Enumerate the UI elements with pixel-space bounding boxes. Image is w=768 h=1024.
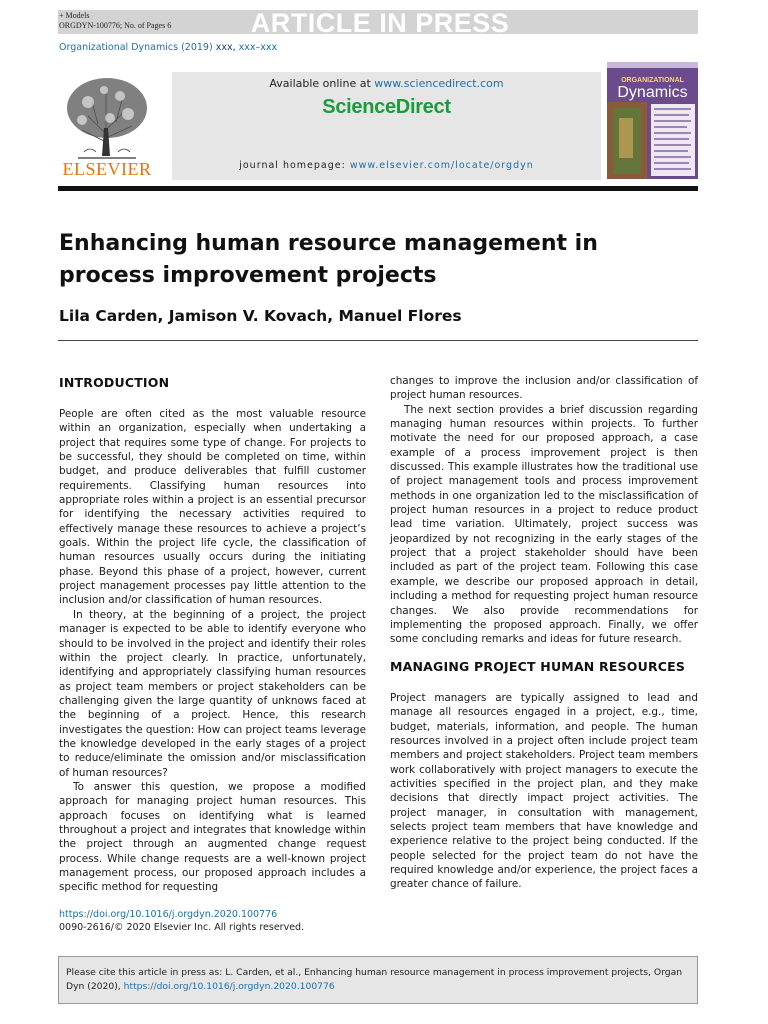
copyright-notice: 0090-2616/© 2020 Elsevier Inc. All rights reserved. bbox=[59, 922, 305, 933]
citation-text bbox=[66, 966, 694, 994]
journal-cover-image[interactable] bbox=[607, 62, 698, 179]
available-online bbox=[172, 77, 601, 90]
right-paragraph-1: changes to improve the inclusion and/or classification of project human resources. bbox=[390, 375, 698, 402]
intro-paragraph-1: People are often cited as the most valuable resource within an organization, especially when undertaking a project that requires some type of change. For projects to be successful, they should be completed on time, within budget, and produce deliverables that fulfill customer requirements. Classifying human resources into appropriate roles within a project is an essential precursor for identifying the necessary activities required to effectively manage these resources to achieve a project’s goals. Within the project life cycle, the classification of human resources usually occurs during the initiating phase. Beyond this phase of a project, however, current project management processes pay little attention to the inclusion and/or classification of human resources. bbox=[59, 408, 366, 607]
author-list[interactable]: Lila Carden, Jamison V. Kovach, Manuel Flores bbox=[59, 307, 462, 325]
title-line-1: Enhancing human resource management in bbox=[59, 231, 598, 256]
article-in-press-banner: ARTICLE IN PRESS bbox=[250, 8, 510, 38]
journal-homepage bbox=[172, 160, 601, 171]
manuscript-meta bbox=[59, 11, 171, 31]
right-column-bottom bbox=[390, 691, 698, 892]
models-label: + Models bbox=[59, 11, 90, 20]
header-divider bbox=[58, 186, 698, 191]
intro-paragraph-3: To answer this question, we propose a modified approach for managing project human resources. This approach focuses on identifying what is learned throughout a project and integrates that knowledge within the project through an augmented change request process. While change requests are a well-known project management process, our proposed approach includes a specific method for requesting bbox=[59, 780, 366, 894]
homepage-prefix: journal homepage: bbox=[239, 160, 346, 171]
citation-prefix: Please cite this article in press as: L. Carden, et al., Enhancing human resource management in process improvement projects, Organ Dyn (2020), bbox=[66, 967, 683, 992]
cover-title: Dynamics bbox=[617, 84, 688, 101]
journal-name: Organizational Dynamics (2019) bbox=[59, 42, 213, 53]
right-paragraph-2: The next section provides a brief discussion regarding managing human resources within projects. To further motivate the need for our proposed approach, a case example of a process improvement project is then discussed. This example illustrates how the traditional use of project management tools and process improvement methods in one organization led to the misclassification of project human resources in a project to reduce product lead time variation. Ultimately, project success was jeopardized by not recognizing in the early stages of the project that a project stakeholder should have been included as part of the project team. Following this case example, we describe our proposed approach in detail, including a method for requesting project human resource changes. We also provide recommendations for implementing the proposed approach. Finally, we offer some concluding remarks and ideas for future research. bbox=[390, 403, 698, 646]
journal-volume: xxx, bbox=[215, 42, 236, 53]
right-column-top bbox=[390, 374, 698, 647]
cover-label-small: ORGANIZATIONAL bbox=[621, 77, 684, 84]
sciencedirect-link[interactable]: www.sciencedirect.com bbox=[374, 77, 504, 90]
journal-pages: xxx–xxx bbox=[238, 42, 278, 53]
available-prefix: Available online at bbox=[269, 77, 371, 90]
title-line-2: process improvement projects bbox=[59, 263, 437, 288]
introduction-heading: INTRODUCTION bbox=[59, 375, 170, 390]
left-column bbox=[59, 407, 366, 895]
intro-paragraph-2: In theory, at the beginning of a project, the project manager is expected to be able to identify everyone who should to be involved in the project and identify their roles within the project clearly. In practice, unfortunately, identifying and appropriately classifying human resources as project team members or project stakeholders can be challenging given the large quantity of unknows faced at the beginning of a project. Hence, this research investigates the question: How can project teams leverage the knowledge developed in the early stages of a project to reduce/eliminate the omission and/or misclassification of human resources? bbox=[59, 608, 367, 779]
managing-heading: MANAGING PROJECT HUMAN RESOURCES bbox=[390, 659, 686, 674]
author-divider bbox=[58, 340, 698, 341]
doi-link[interactable]: https://doi.org/10.1016/j.orgdyn.2020.100776 bbox=[59, 909, 278, 920]
article-title bbox=[59, 228, 699, 292]
journal-reference[interactable] bbox=[59, 42, 277, 53]
elsevier-wordmark: ELSEVIER bbox=[62, 159, 152, 179]
manuscript-id: ORGDYN-100776; No. of Pages 6 bbox=[59, 21, 172, 30]
managing-paragraph-1: Project managers are typically assigned to lead and manage all resources engaged in a project, e.g., time, budget, materials, information, and people. The human resources involved in a project often include project team members and project stakeholders. Project team members work collaboratively with project managers to execute the activities specified in the project plan, and they make decisions that directly impact project activities. The project manager, in consultation with management, selects project team members that have knowledge and experience relative to the project being conducted. If the people selected for the project team do not have the required knowledge and/or experience, the project faces a greater chance of failure. bbox=[390, 692, 698, 891]
homepage-link[interactable]: www.elsevier.com/locate/orgdyn bbox=[349, 160, 534, 171]
citation-doi-link[interactable]: https://doi.org/10.1016/j.orgdyn.2020.100776 bbox=[123, 981, 335, 992]
sciencedirect-logo[interactable]: ScienceDirect bbox=[322, 96, 451, 118]
